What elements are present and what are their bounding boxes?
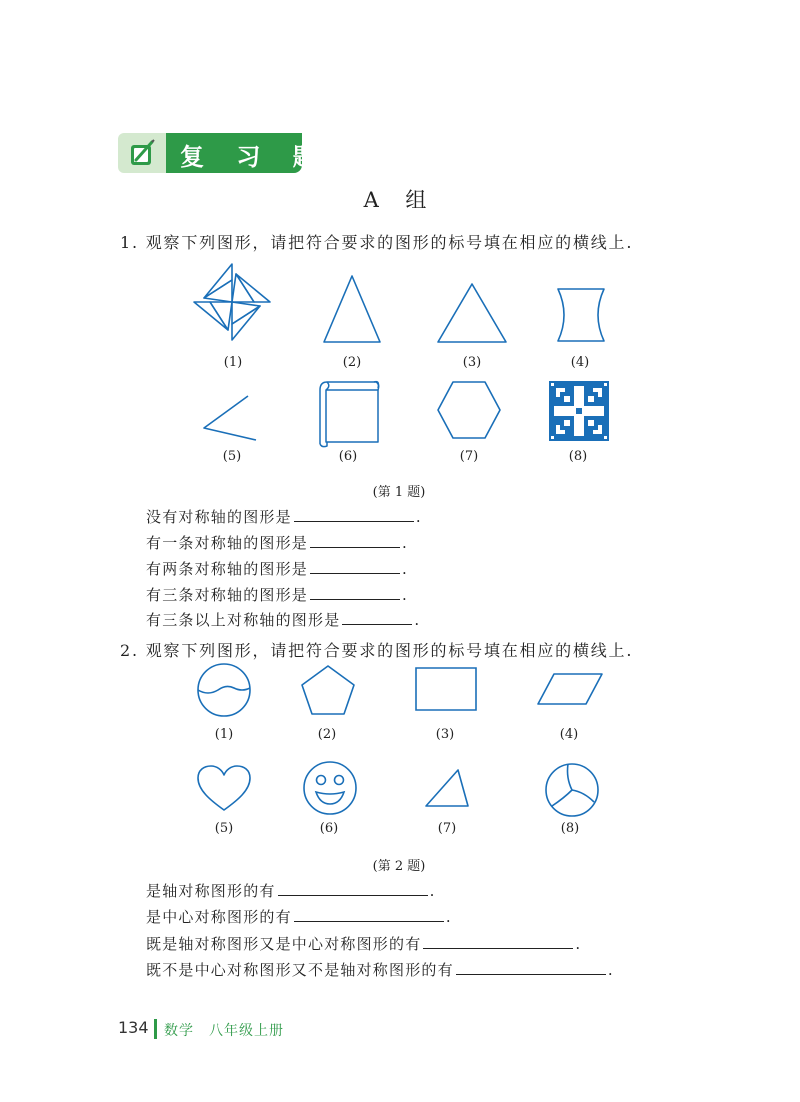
q1-blank-row: 有三条对称轴的图形是 . <box>146 583 408 605</box>
q2-blank-label: 是中心对称图形的有 <box>146 908 292 926</box>
question-2-text: 2. 观察下列图形，请把符合要求的图形的标号填在相应的横线上. <box>120 641 634 660</box>
q1-figure-equilateral-triangle <box>436 282 508 344</box>
q2-figure-heart <box>196 764 252 812</box>
q2-figure-circle-wave <box>196 662 252 718</box>
q1-blank-row: 有两条对称轴的图形是 . <box>146 557 408 579</box>
answer-blank[interactable] <box>423 932 573 949</box>
answer-blank[interactable] <box>294 505 414 522</box>
answer-blank[interactable] <box>294 905 444 922</box>
section-banner <box>118 133 329 173</box>
q1-caption: (第 1 题) <box>372 485 426 500</box>
q1-figure-concave-rectangle <box>556 287 606 343</box>
q1-label-7: (7) <box>459 449 479 464</box>
book-title: 数学 八年级上册 <box>164 1023 284 1039</box>
q1-label-3: (3) <box>462 355 482 370</box>
q2-label-1: (1) <box>214 727 234 742</box>
q1-blank-row: 没有对称轴的图形是 . <box>146 505 422 527</box>
q2-blank-label: 既不是中心对称图形又不是轴对称图形的有 <box>146 961 454 979</box>
q1-blank-label: 有一条对称轴的图形是 <box>146 534 309 552</box>
pencil-notebook-icon <box>118 133 166 173</box>
q2-label-3: (3) <box>435 727 455 742</box>
q1-blank-label: 有三条以上对称轴的图形是 <box>146 611 341 629</box>
answer-blank[interactable] <box>310 583 400 600</box>
q2-label-8: (8) <box>560 821 580 836</box>
question-1-text: 1. 观察下列图形，请把符合要求的图形的标号填在相应的横线上. <box>120 233 634 252</box>
q1-label-2: (2) <box>342 355 362 370</box>
page-number: 134 <box>118 1018 149 1037</box>
q2-figure-parallelogram <box>536 672 604 706</box>
q2-blank-row: 是中心对称图形的有 . <box>146 905 452 927</box>
answer-blank[interactable] <box>310 557 400 574</box>
iconbox <box>118 133 166 173</box>
q1-label-1: (1) <box>223 355 243 370</box>
q2-figure-rectangle <box>414 666 478 712</box>
q2-figure-smiley <box>302 760 358 816</box>
q2-caption: (第 2 题) <box>372 859 426 874</box>
q1-blank-label: 有两条对称轴的图形是 <box>146 560 309 578</box>
answer-blank[interactable] <box>456 958 606 975</box>
q2-blank-row: 是轴对称图形的有 . <box>146 879 436 901</box>
q2-label-2: (2) <box>317 727 337 742</box>
q1-figure-angle <box>200 394 260 444</box>
q2-label-6: (6) <box>319 821 339 836</box>
q1-label-6: (6) <box>338 449 358 464</box>
q2-figure-circle-curves <box>544 762 600 818</box>
q1-label-4: (4) <box>570 355 590 370</box>
q1-figure-isosceles-triangle <box>322 274 382 344</box>
q1-figure-lattice-pattern <box>548 380 610 442</box>
q2-label-7: (7) <box>437 821 457 836</box>
q1-blank-label: 有三条对称轴的图形是 <box>146 586 309 604</box>
q1-figure-hexagon <box>436 380 502 440</box>
answer-blank[interactable] <box>310 531 400 548</box>
q2-label-4: (4) <box>559 727 579 742</box>
q1-figure-scroll <box>318 380 382 448</box>
footer-divider <box>154 1019 157 1039</box>
q1-blank-row: 有三条以上对称轴的图形是 . <box>146 608 420 630</box>
section-title-bar <box>166 133 329 173</box>
q1-label-5: (5) <box>222 449 242 464</box>
q1-blank-row: 有一条对称轴的图形是 . <box>146 531 408 553</box>
group-title: A 组 <box>363 188 437 212</box>
q1-blank-label: 没有对称轴的图形是 <box>146 508 292 526</box>
section-title: 复 习 题 <box>180 143 329 171</box>
q2-figure-pentagon <box>300 664 356 716</box>
q2-blank-row: 既是轴对称图形又是中心对称图形的有 . <box>146 932 581 954</box>
q1-label-8: (8) <box>568 449 588 464</box>
q2-blank-row: 既不是中心对称图形又不是轴对称图形的有 . <box>146 958 614 980</box>
q2-blank-label: 是轴对称图形的有 <box>146 882 276 900</box>
q2-blank-label: 既是轴对称图形又是中心对称图形的有 <box>146 935 422 953</box>
answer-blank[interactable] <box>342 608 412 625</box>
q2-label-5: (5) <box>214 821 234 836</box>
q2-figure-triangle <box>424 768 470 808</box>
answer-blank[interactable] <box>278 879 428 896</box>
q1-figure-pinwheel <box>192 262 272 342</box>
